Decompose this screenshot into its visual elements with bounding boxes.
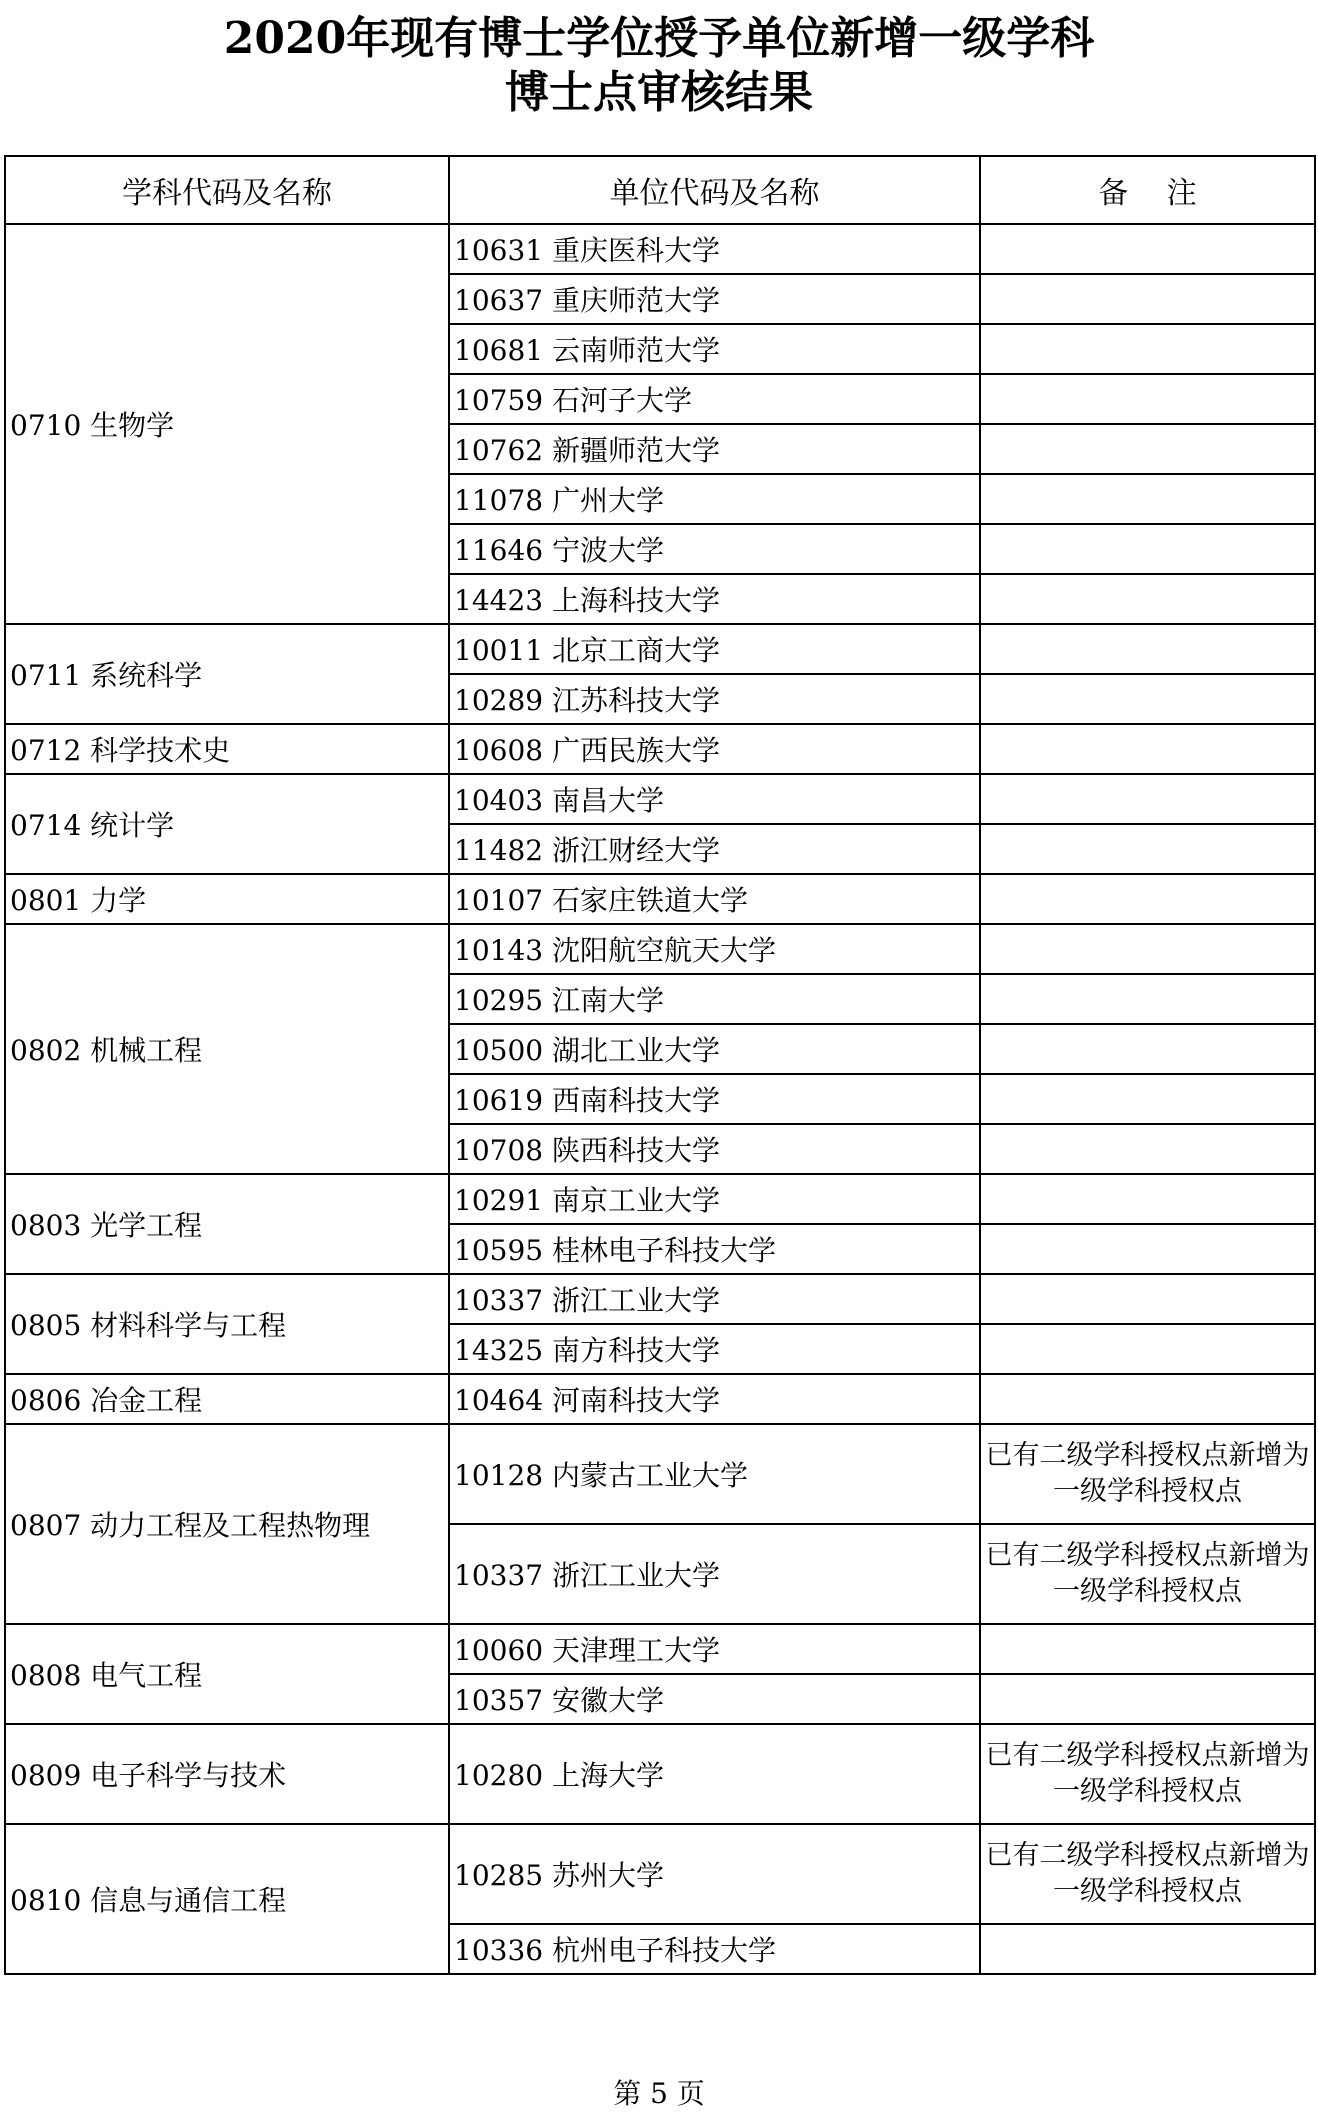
discipline-cell: 0808 电气工程: [5, 1624, 449, 1724]
unit-cell: 10291 南京工业大学: [449, 1174, 980, 1224]
note-cell: 已有二级学科授权点新增为一级学科授权点: [980, 1524, 1315, 1624]
results-table: [4, 155, 1316, 1975]
discipline-cell: 0710 生物学: [5, 224, 449, 624]
unit-cell: 10143 沈阳航空航天大学: [449, 924, 980, 974]
table-row: [5, 1724, 1315, 1824]
note-cell: [980, 574, 1315, 624]
title-line-2: 博士点审核结果: [505, 67, 813, 118]
unit-cell: 10619 西南科技大学: [449, 1074, 980, 1124]
unit-cell: 10285 苏州大学: [449, 1824, 980, 1924]
unit-cell: 10464 河南科技大学: [449, 1374, 980, 1424]
note-cell: [980, 274, 1315, 324]
note-cell: [980, 874, 1315, 924]
note-cell: [980, 324, 1315, 374]
note-cell: [980, 1274, 1315, 1324]
discipline-cell: 0805 材料科学与工程: [5, 1274, 449, 1374]
header-row: [5, 156, 1315, 224]
discipline-cell: 0714 统计学: [5, 774, 449, 874]
note-cell: [980, 824, 1315, 874]
table-row: [5, 1624, 1315, 1674]
note-cell: [980, 624, 1315, 674]
unit-cell: 10295 江南大学: [449, 974, 980, 1024]
note-cell: [980, 724, 1315, 774]
unit-cell: 10762 新疆师范大学: [449, 424, 980, 474]
discipline-cell: 0807 动力工程及工程热物理: [5, 1424, 449, 1624]
unit-cell: 10708 陕西科技大学: [449, 1124, 980, 1174]
note-cell: [980, 1074, 1315, 1124]
note-cell: [980, 1174, 1315, 1224]
note-cell: [980, 374, 1315, 424]
unit-cell: 10595 桂林电子科技大学: [449, 1224, 980, 1274]
unit-cell: 10337 浙江工业大学: [449, 1274, 980, 1324]
header-unit: 单位代码及名称: [449, 156, 980, 224]
table-row: [5, 224, 1315, 274]
table-row: [5, 1824, 1315, 1924]
table-row: [5, 1424, 1315, 1524]
table-row: [5, 724, 1315, 774]
title-line-1: 2020年现有博士学位授予单位新增一级学科: [223, 13, 1095, 64]
table-row: [5, 624, 1315, 674]
unit-cell: 10289 江苏科技大学: [449, 674, 980, 724]
unit-cell: 10107 石家庄铁道大学: [449, 874, 980, 924]
table-row: [5, 874, 1315, 924]
discipline-cell: 0802 机械工程: [5, 924, 449, 1174]
header-note: 备 注: [980, 156, 1315, 224]
unit-cell: 10608 广西民族大学: [449, 724, 980, 774]
note-cell: [980, 674, 1315, 724]
unit-cell: 10280 上海大学: [449, 1724, 980, 1824]
unit-cell: 10337 浙江工业大学: [449, 1524, 980, 1624]
note-cell: [980, 1674, 1315, 1724]
note-cell: [980, 524, 1315, 574]
unit-cell: 11482 浙江财经大学: [449, 824, 980, 874]
unit-cell: 10336 杭州电子科技大学: [449, 1924, 980, 1974]
unit-cell: 10060 天津理工大学: [449, 1624, 980, 1674]
unit-cell: 10357 安徽大学: [449, 1674, 980, 1724]
note-cell: [980, 224, 1315, 274]
note-cell: [980, 1374, 1315, 1424]
table-row: [5, 1174, 1315, 1224]
unit-cell: 10403 南昌大学: [449, 774, 980, 824]
unit-cell: 10128 内蒙古工业大学: [449, 1424, 980, 1524]
unit-cell: 14325 南方科技大学: [449, 1324, 980, 1374]
table-row: [5, 1274, 1315, 1324]
table-row: [5, 924, 1315, 974]
note-cell: [980, 924, 1315, 974]
unit-cell: 11646 宁波大学: [449, 524, 980, 574]
discipline-cell: 0809 电子科学与技术: [5, 1724, 449, 1824]
discipline-cell: 0806 冶金工程: [5, 1374, 449, 1424]
discipline-cell: 0801 力学: [5, 874, 449, 924]
note-cell: [980, 1124, 1315, 1174]
unit-cell: 10011 北京工商大学: [449, 624, 980, 674]
unit-cell: 10637 重庆师范大学: [449, 274, 980, 324]
table-row: [5, 774, 1315, 824]
note-cell: [980, 974, 1315, 1024]
table-row: [5, 1374, 1315, 1424]
note-cell: 已有二级学科授权点新增为一级学科授权点: [980, 1724, 1315, 1824]
discipline-cell: 0803 光学工程: [5, 1174, 449, 1274]
note-cell: [980, 424, 1315, 474]
unit-cell: 10759 石河子大学: [449, 374, 980, 424]
note-cell: [980, 474, 1315, 524]
note-cell: [980, 1324, 1315, 1374]
note-cell: [980, 1624, 1315, 1674]
discipline-cell: 0712 科学技术史: [5, 724, 449, 774]
note-cell: [980, 1924, 1315, 1974]
note-cell: [980, 1224, 1315, 1274]
note-cell: 已有二级学科授权点新增为一级学科授权点: [980, 1424, 1315, 1524]
note-cell: [980, 1024, 1315, 1074]
unit-cell: 14423 上海科技大学: [449, 574, 980, 624]
page-number: 第 5 页: [613, 2077, 705, 2110]
unit-cell: 10500 湖北工业大学: [449, 1024, 980, 1074]
note-cell: [980, 774, 1315, 824]
unit-cell: 10681 云南师范大学: [449, 324, 980, 374]
note-cell: 已有二级学科授权点新增为一级学科授权点: [980, 1824, 1315, 1924]
unit-cell: 11078 广州大学: [449, 474, 980, 524]
unit-cell: 10631 重庆医科大学: [449, 224, 980, 274]
discipline-cell: 0810 信息与通信工程: [5, 1824, 449, 1974]
discipline-cell: 0711 系统科学: [5, 624, 449, 724]
table-body: [5, 224, 1315, 1974]
header-discipline: 学科代码及名称: [5, 156, 449, 224]
